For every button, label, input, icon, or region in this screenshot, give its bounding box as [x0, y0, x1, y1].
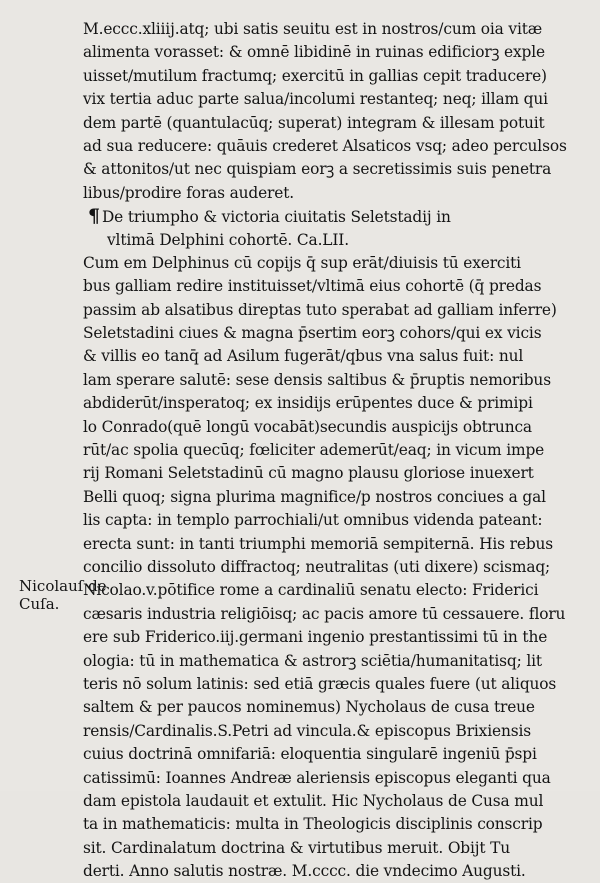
text-line: lis capta: in templo parrochiali/ut omnibus videnda pateant: — [83, 511, 543, 530]
text-line: catissimū: Ioannes Andreæ aleriensis episcopus eleganti qua — [83, 768, 551, 787]
text-line: teris nō solum latinis: sed etiā græcis quales fuere (ut aliquos — [83, 674, 557, 693]
text-line: abdiderūt/insperatoq; ex insidijs erūpentes duce & primipi — [83, 394, 533, 413]
text-line: Nicolao.v.pōtifice rome a cardinaliū senatu electo: Friderici — [83, 581, 539, 600]
text-line: ta in mathematicis: multa in Theologicis disciplinis conscrip — [83, 815, 543, 834]
text-line: lo Conrado(quē longū vocabāt)secundis auspicijs obtrunca — [83, 417, 532, 436]
margin-note-line-1: Nicolauſ de — [19, 577, 107, 595]
text-line: uisset/mutilum fractumq; exercitū in gallias cepit traducere) — [83, 66, 547, 85]
chapter-heading — [83, 205, 563, 228]
main-text-column — [83, 18, 567, 883]
chapter-heading-line-1: De triumpho & victoria ciuitatis Seletstadij in — [101, 208, 451, 227]
text-line: derti. Anno salutis nostræ. M.cccc. die vndecimo Augusti. — [83, 862, 526, 881]
text-line: saltem & per paucos nominemus) Nycholaus de cusa treue — [83, 698, 535, 717]
text-line: & villis eo tanq̄ ad Asilum fugerāt/qbus vna salus fuit: nul — [83, 347, 524, 366]
margin-note-line-2: Cuſa. — [19, 595, 60, 613]
text-line: libus/prodire foras auderet. — [83, 183, 294, 202]
text-line: ologia: tū in mathematica & astrorꝫ sciētia/humanitatisq; lit — [83, 651, 542, 670]
text-line: rij Romani Seletstadinū cū magno plausu gloriose inuexert — [83, 464, 534, 483]
text-line: cæsaris industria religiōisq; ac pacis amore tū cessauere. floru — [83, 604, 566, 623]
text-line: ere sub Friderico.iij.germani ingenio prestantissimi tū in the — [83, 628, 548, 647]
text-line: dem partē (quantulacūq; superat) integram & illesam potuit — [83, 113, 545, 132]
text-line: concilio dissoluto diffractoq; neutralitas (uti dixere) scismaq; — [83, 557, 551, 576]
text-line: lam sperare salutē: sese densis saltibus & p̄ruptis nemoribus — [83, 370, 551, 389]
text-line: ad sua reducere: quāuis crederet Alsaticos vsq; adeo perculsos — [83, 136, 567, 155]
text-line: sit. Cardinalatum doctrina & virtutibus meruit. Obijt Tu — [83, 838, 511, 857]
text-line: alimenta vorasset: & omnē libidinē in ruinas edificiorꝫ exple — [83, 43, 545, 62]
chapter-heading-line-2: vltimā Delphini cohortē. Ca.LII. — [107, 230, 349, 249]
text-line: cuius doctrinā omnifariā: eloquentia singularē ingeniū p̄spi — [83, 745, 537, 764]
text-line: Seletstadini ciues & magna p̄sertim eorꝫ cohors/qui ex vicis — [83, 324, 542, 343]
text-line: Belli quoq; signa plurima magnifice/p nostros conciues a gal — [83, 487, 546, 506]
text-line: vix tertia aduc parte salua/incolumi restanteq; neq; illam qui — [83, 90, 548, 109]
text-line: passim ab alsatibus direptas tuto sperabat ad galliam inferre) — [83, 300, 557, 319]
margin-note — [19, 577, 107, 613]
pilcrow-icon: ¶ — [88, 205, 100, 228]
text-line: erecta sunt: in tanti triumphi memoriā sempiternā. His rebus — [83, 534, 554, 553]
text-line: M.eccc.xliiij.atq; ubi satis seuitu est in nostros/cum oia vitæ — [83, 20, 543, 38]
text-line: Cum em Delphinus cū copijs q̄ sup erāt/diuisis tū exerciti — [83, 253, 521, 272]
text-line: dam epistola laudauit et extulit. Hic Nycholaus de Cusa mul — [83, 791, 544, 810]
text-line: bus galliam redire instituisset/vltimā eius cohortē (q̄ predas — [83, 277, 542, 296]
text-line: rensis/Cardinalis.S.Petri ad vincula.& episcopus Brixiensis — [83, 721, 531, 740]
text-line: & attonitos/ut nec quispiam eorꝫ a secretissimis suis penetra — [83, 160, 552, 179]
text-line: rūt/ac spolia quecūq; fœliciter ademerūt/eaq; in vicum impe — [83, 441, 545, 460]
